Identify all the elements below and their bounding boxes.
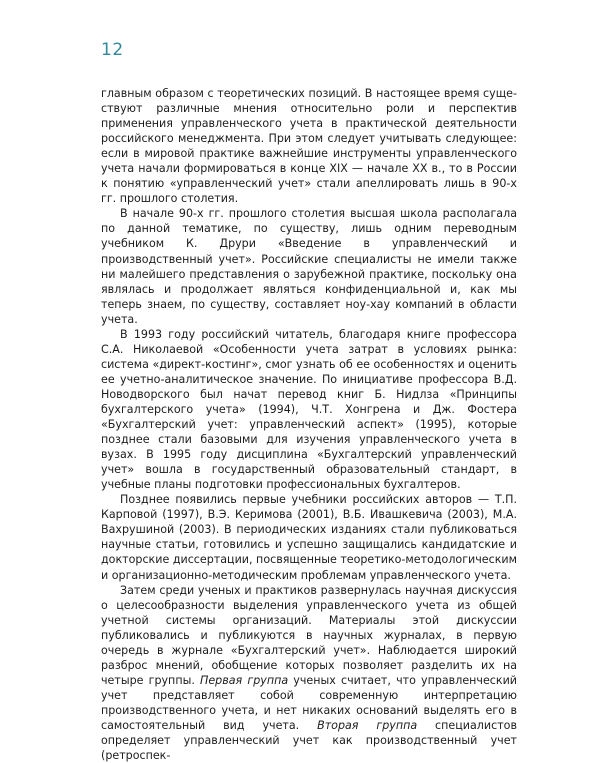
- paragraph: [101, 492, 517, 582]
- paragraph-text: В начале 90-х гг. прошлого столетия высшая школа располагала по данной тематике, по существу, лишь одним переводным учебником К. Друри «Введение в управленческий и производственный учет». Российские специалисты не имели также ни малейшего представления о зарубежной практике, поскольку она являлась и продолжает являться конфиденциальной и, как мы теперь знаем, по существу, составляет ноу-хау компаний в области учета.: [101, 207, 517, 326]
- page-number: 12: [101, 40, 124, 60]
- body-text: [101, 86, 517, 763]
- paragraph-text: В 1993 году российский читатель, благодаря книге профессора С.А. Николаевой «Особенности учета затрат в условиях рынка: система «директ-костинг», смог узнать об ее особенностях и оценить ее учетно-аналитическое значение. По инициативе профессора В.Д. Новодворского был начат перевод книг Б. Нидлза «Принципы бухгалтерского учета» (1994), Ч.Т. Хонгрена и Дж. Фостера «Бухгалтерский учет: управленческий аспект» (1995), которые позднее стали базовыми для изучения управленческого учета в вузах. В 1995 году дисциплина «Бухгалтерский управленческий учет» вошла в государственный образовательный стандарт, в учебные планы подготовки профессиональных бухгалтеров.: [101, 327, 517, 492]
- paragraph: [101, 206, 517, 326]
- paragraph-text: ученых считает, что управленческий учет представляет собой современную интерпретацию производственного учета, и нет никаких оснований выделять его в самостоятельный вид учета.: [101, 673, 517, 732]
- paragraph-text: специалистов определяет управленческий учет как производственный учет (ретроспек-: [101, 718, 517, 763]
- paragraph: [101, 583, 517, 763]
- paragraph: [101, 327, 517, 493]
- term-first-group: Первая группа: [200, 673, 289, 687]
- paragraph-text: Затем среди ученых и практиков развернулась научная дискуссия о целесообразности выделения управленческого учета из общей учетной системы организаций. Материалы этой дискуссии публиковались и публикуются в научных журналах, в первую очередь в журнале «Бухгалтерский учет». Наблюдается широкий разброс мнений, обобщение которых позволяет разделить их на четыре группы.: [101, 583, 517, 687]
- paragraph-text: главным образом с теоретических позиций. В настоящее время существуют различные мнения относительно роли и перспектив применения управленческого учета в практической деятельности российского менеджмента. При этом следует учитывать следующее: если в мировой практике важнейшие инструменты управленческого учета начали формироваться в конце XIX — начале XX в., то в России к понятию «управленческий учет» стали апеллировать лишь в 90-х гг. прошлого столетия.: [101, 87, 517, 206]
- paragraph-text: Позднее появились первые учебники российских авторов — Т.П. Карповой (1997), В.Э. Керимова (2001), В.Б. Ивашкевича (2003), М.А. Вахрушиной (2003). В периодических изданиях стали публиковаться научные статьи, готовились и успешно защищались кандидатские и докторские диссертации, посвященные теоретико-методологическим и организационно-методическим проблемам управленческого учета.: [101, 493, 517, 582]
- paragraph: [101, 86, 517, 206]
- term-second-group: Вторая группа: [317, 718, 418, 732]
